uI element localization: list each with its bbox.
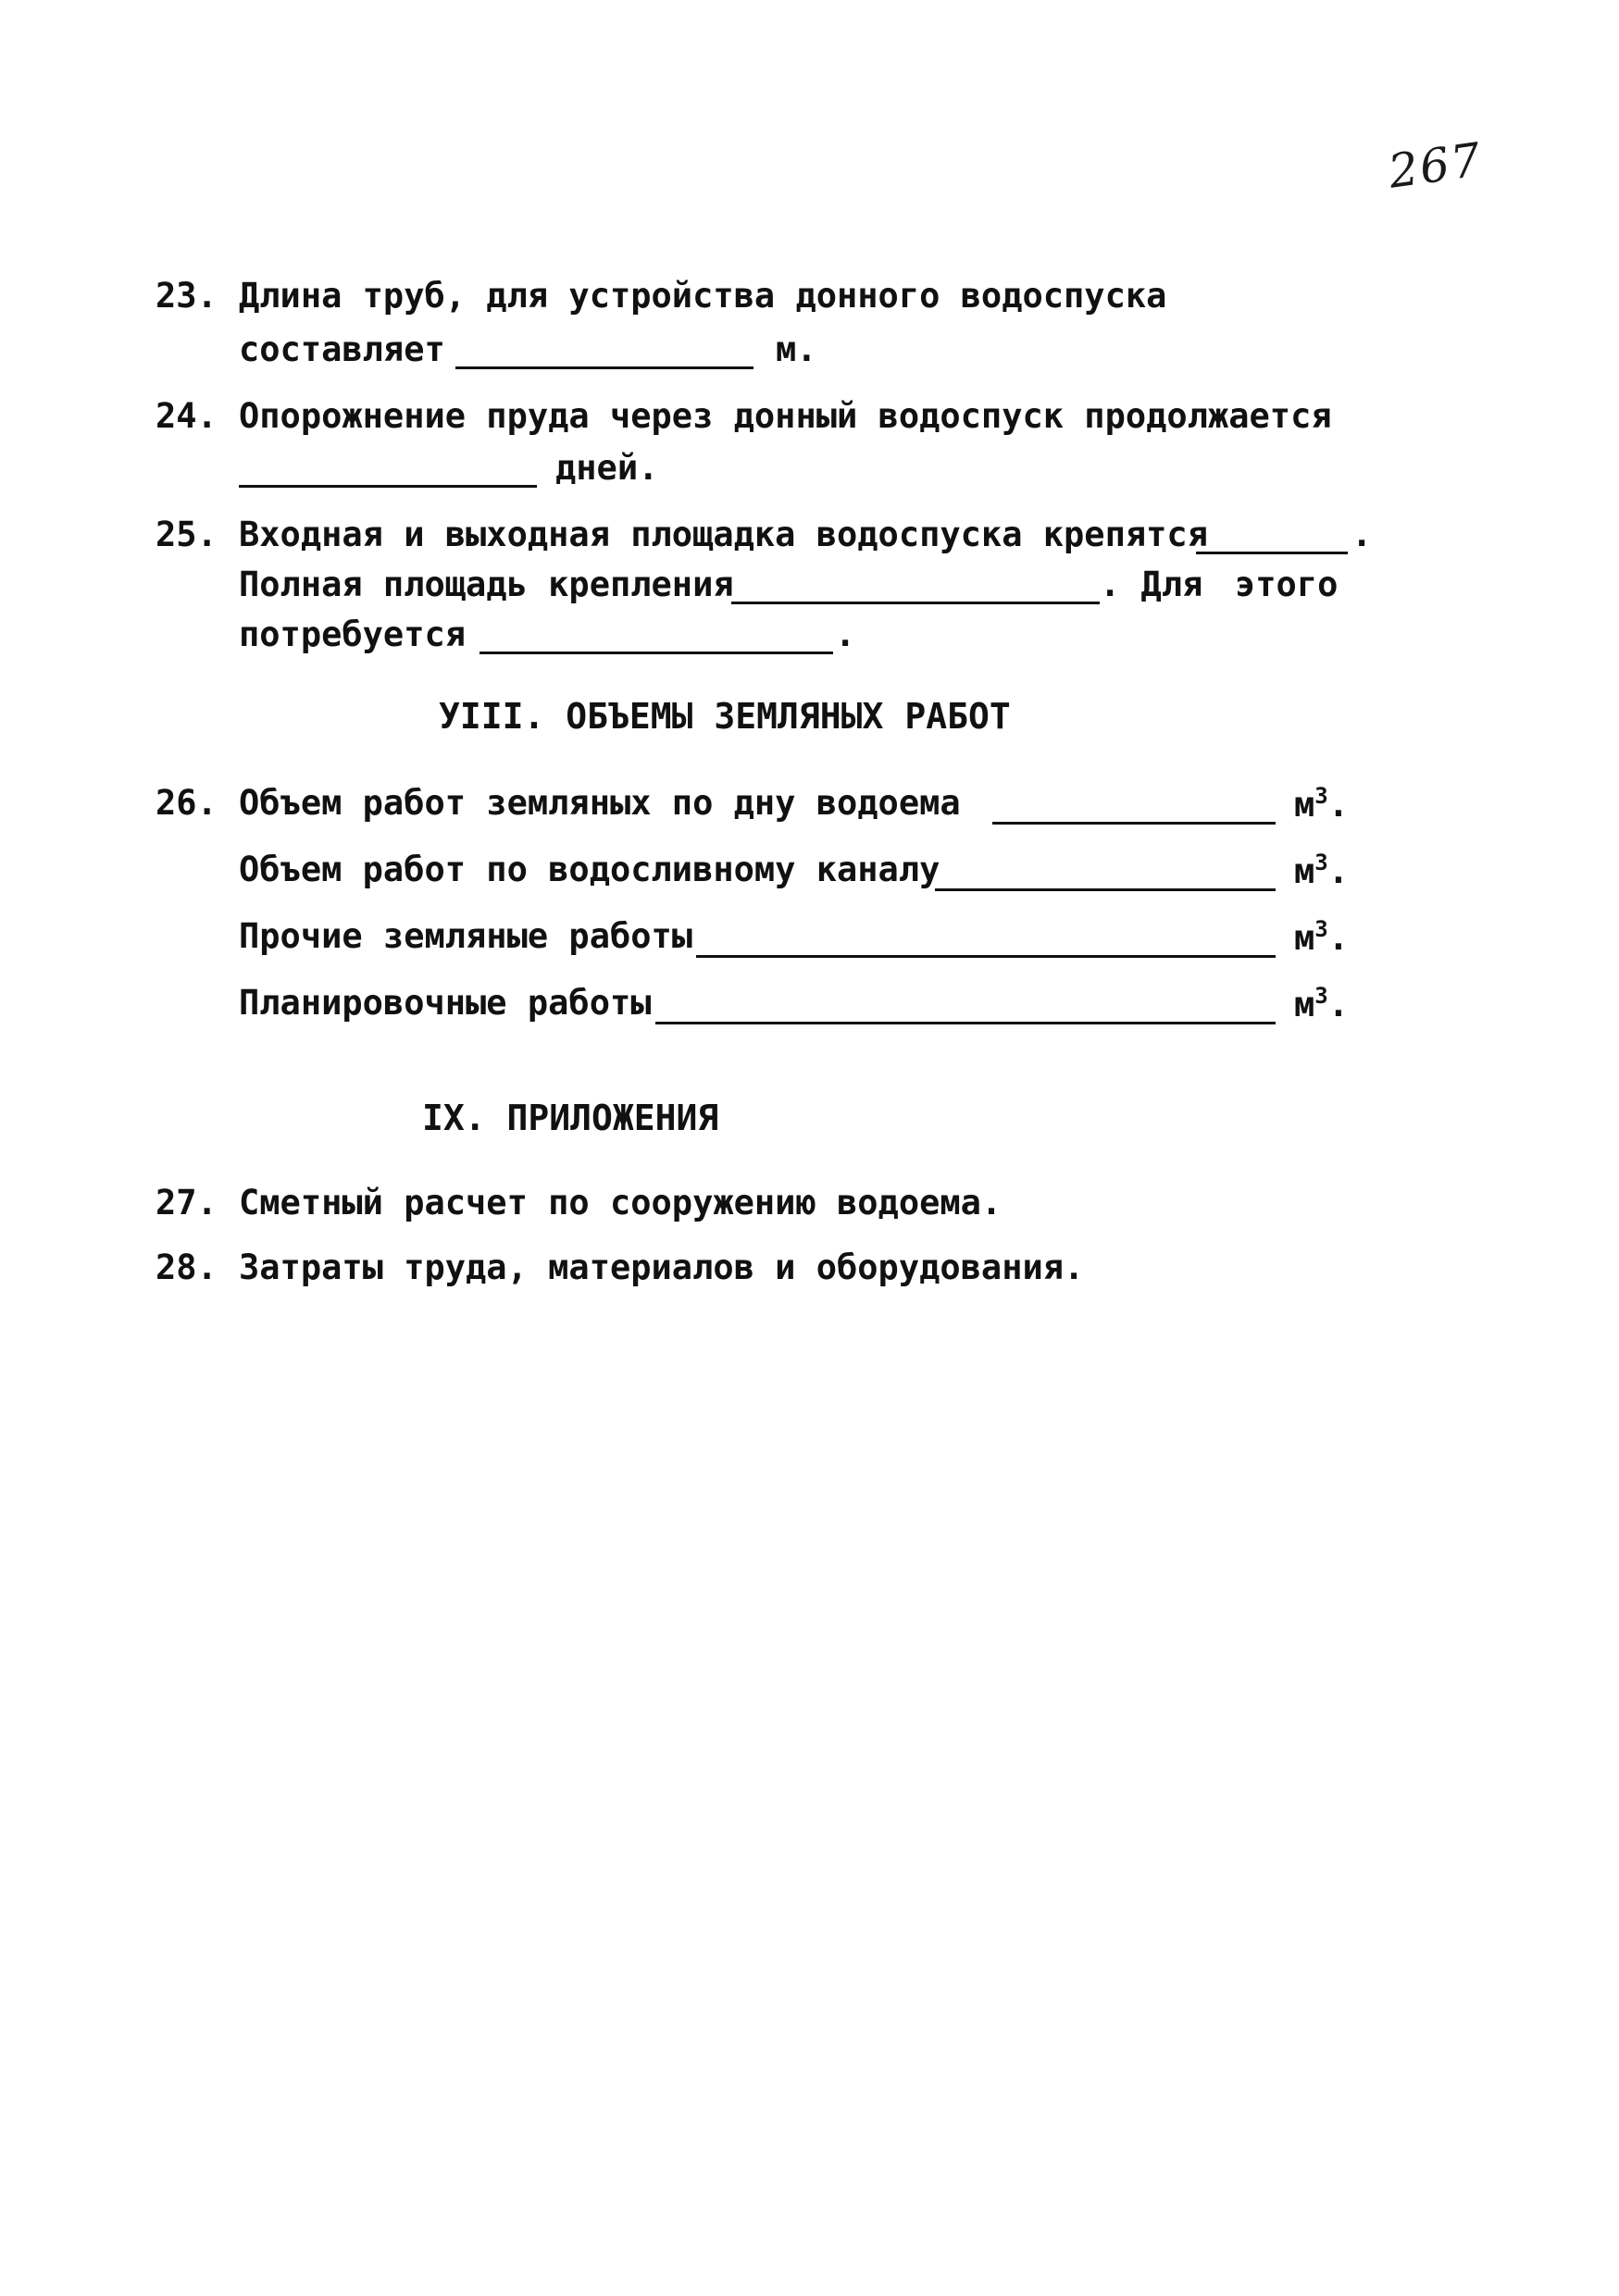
item-25-line-3: потребуется xyxy=(239,614,467,654)
item-26-row-3-unit: $м^3$. xyxy=(1294,916,1350,958)
item-number: 24. xyxy=(156,396,218,436)
item-25-line-2-mid: . Для xyxy=(1100,565,1203,604)
item-25-line-2: Полная площадь крепления xyxy=(239,565,734,604)
item-text: Длина труб, для устройства донного водоспуска xyxy=(239,276,1167,316)
section-ix-heading: IX. ПРИЛОЖЕНИЯ xyxy=(422,1098,719,1138)
item-24-unit: дней. xyxy=(555,448,659,488)
item-24-blank[interactable] xyxy=(239,485,537,488)
item-28 xyxy=(156,1247,1084,1288)
item-26-row-1-unit: $м^3$. xyxy=(1294,783,1350,825)
item-text: Входная и выходная площадка водоспуска крепятся xyxy=(239,515,1208,554)
item-23-unit: м. xyxy=(776,329,817,369)
item-number: 26. xyxy=(156,783,218,823)
item-25-line-3-end: . xyxy=(835,614,856,654)
item-23-line-2 xyxy=(239,329,445,370)
item-23-line-1 xyxy=(156,276,1166,316)
item-26-row-1-blank[interactable] xyxy=(992,822,1276,825)
section-viii-heading: УIII. ОБЪЕМЫ ЗЕМЛЯНЫХ РАБОТ xyxy=(439,696,1011,737)
item-25-blank-1[interactable] xyxy=(1196,552,1348,554)
item-25-line-1 xyxy=(156,515,1208,555)
item-26-row-1-label: Объем работ земляных по дну водоема xyxy=(239,783,961,823)
page-number: 267 xyxy=(1385,132,1486,199)
item-26-row-2-label: Объем работ по водосливному каналу xyxy=(239,850,940,889)
item-number: 25. xyxy=(156,515,218,554)
item-26-row-4-blank[interactable] xyxy=(655,1022,1276,1024)
item-26-number xyxy=(156,783,239,824)
item-26-row-4-unit: $м^3$. xyxy=(1294,983,1350,1024)
item-number: 27. xyxy=(156,1183,218,1222)
item-text: Сметный расчет по сооружению водоема. xyxy=(239,1183,1003,1222)
item-25-blank-3[interactable] xyxy=(479,652,833,654)
item-24-line-1 xyxy=(156,396,1332,437)
item-23-blank[interactable] xyxy=(455,366,753,369)
item-text: Опорожнение пруда через донный водоспуск продолжается xyxy=(239,396,1332,436)
item-26-row-2-blank[interactable] xyxy=(935,888,1276,891)
item-26-row-3-blank[interactable] xyxy=(696,955,1276,958)
item-number: 28. xyxy=(156,1247,218,1287)
item-25-line-1-end: . xyxy=(1351,515,1373,554)
item-number: 23. xyxy=(156,276,218,316)
item-26-row-2-unit: $м^3$. xyxy=(1294,850,1350,891)
item-25-blank-2[interactable] xyxy=(731,602,1100,604)
item-25-line-2-end: этого xyxy=(1235,565,1339,604)
item-26-row-3-label: Прочие земляные работы xyxy=(239,916,693,956)
item-27 xyxy=(156,1183,1002,1223)
item-text: Затраты труда, материалов и оборудования. xyxy=(239,1247,1085,1287)
item-label: составляет xyxy=(239,329,445,369)
item-26-row-4-label: Планировочные работы xyxy=(239,983,652,1023)
